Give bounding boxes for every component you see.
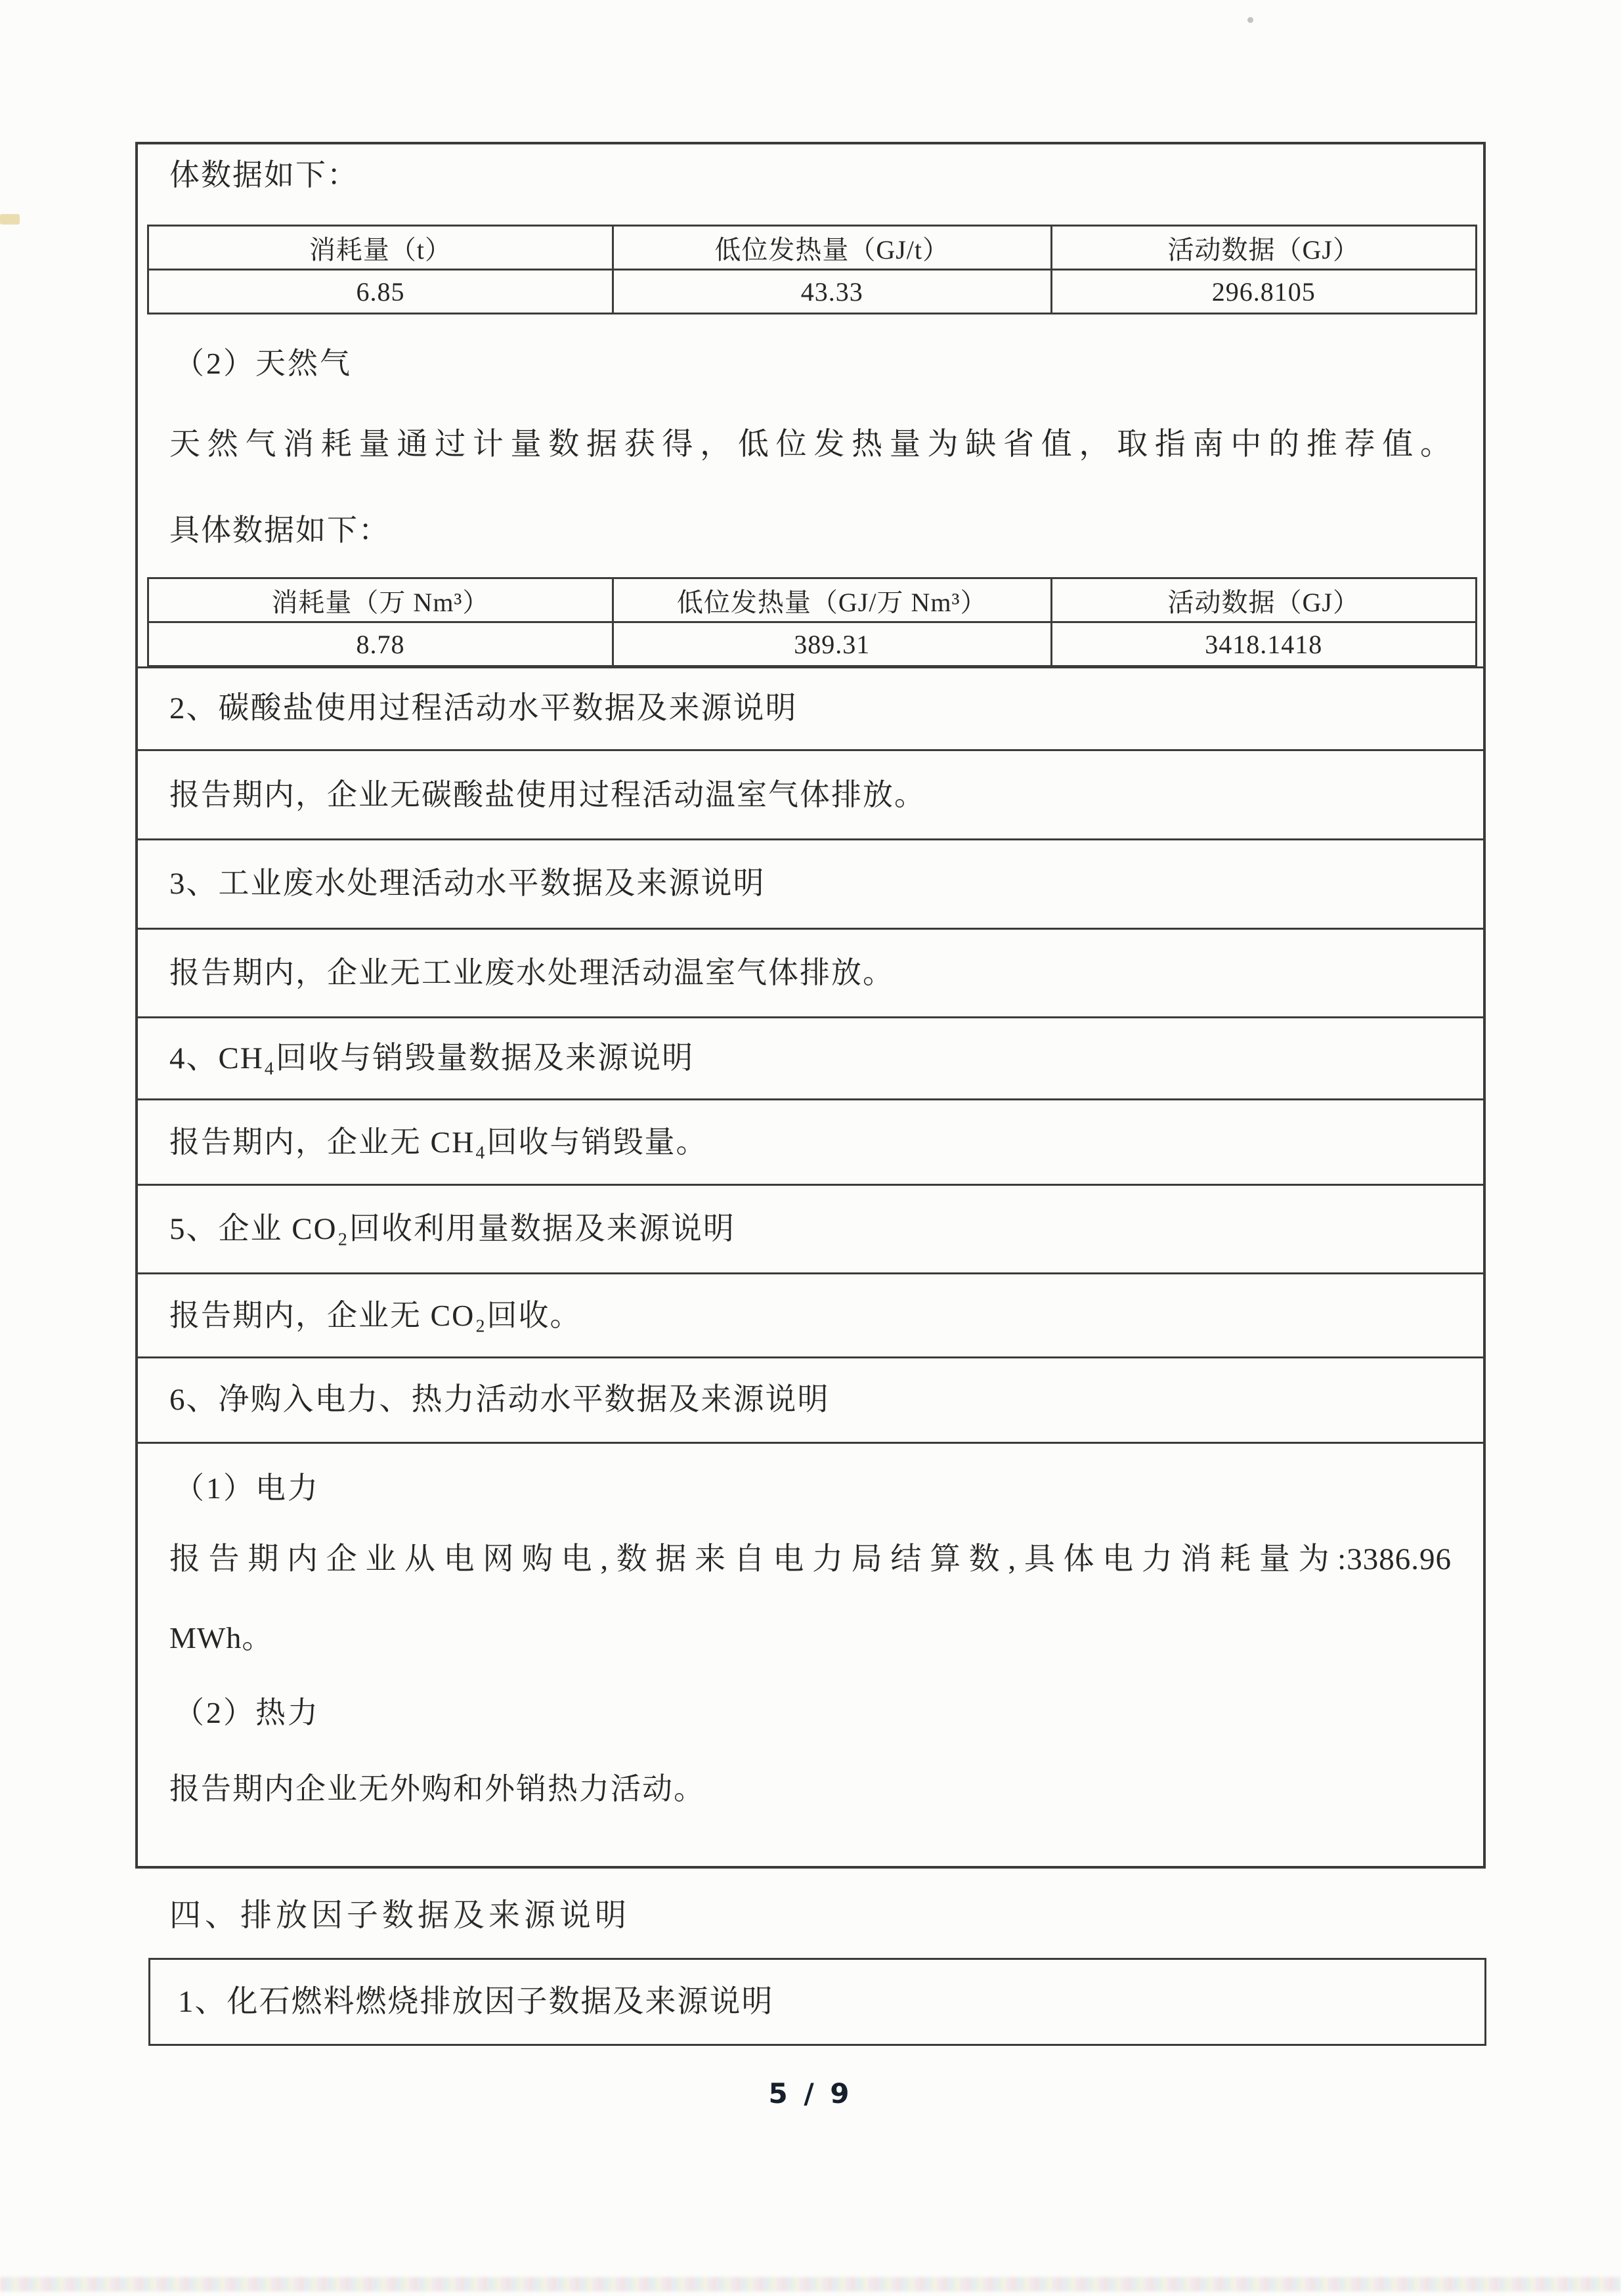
activity-data-header: 活动数据（GJ）: [1051, 226, 1477, 270]
natural-gas-lead-in: 具体数据如下：: [169, 513, 390, 547]
section-5-title: 5、企业 CO₂回收利用量数据及来源说明: [169, 1211, 735, 1246]
section-body-row: [138, 928, 1483, 1016]
consumption-value: 6.85: [148, 270, 613, 314]
table-header-row: [148, 578, 1477, 622]
consumption-header: 消耗量（万 Nm³）: [148, 578, 613, 622]
section-6-title: 6、净购入电力、热力活动水平数据及来源说明: [169, 1383, 830, 1418]
section-title-row: [138, 838, 1483, 928]
section-2-body: 报告期内，企业无碳酸盐使用过程活动温室气体排放。: [169, 777, 926, 812]
activity-data-value: 296.8105: [1051, 270, 1477, 314]
scan-artifact-speck: [1247, 17, 1253, 23]
electricity-paragraph-line2: MWh。: [169, 1621, 273, 1655]
section-title-row: [138, 666, 1483, 749]
heat-subheading: （2）热力: [174, 1696, 320, 1729]
natural-gas-heading: （2）天然气: [174, 347, 352, 380]
scan-artifact-noise-strip: [0, 2277, 1621, 2291]
section-body-row: [138, 749, 1483, 838]
table-header-row: [148, 226, 1477, 270]
activity-data-value: 3418.1418: [1051, 622, 1477, 666]
section-body-row: [138, 1272, 1483, 1356]
continuation-text: 体数据如下：: [169, 158, 358, 192]
heating-value-value: 389.31: [613, 622, 1051, 666]
section-title-row: [138, 1356, 1483, 1442]
section-4-body: 报告期内，企业无 CH₄回收与销毁量。: [169, 1125, 708, 1159]
factor-section-1-title: 1、化石燃料燃烧排放因子数据及来源说明: [178, 1984, 774, 2019]
chapter-4-heading: 四、排放因子数据及来源说明: [169, 1898, 631, 1933]
electricity-paragraph-line1: 报告期内企业从电网购电,数据来自电力局结算数,具体电力消耗量为:3386.96: [169, 1542, 1452, 1576]
page-number: 5 / 9: [768, 2077, 853, 2110]
natural-gas-description: 天然气消耗量通过计量数据获得，低位发热量为缺省值，取指南中的推荐值。: [169, 427, 1452, 462]
consumption-value: 8.78: [148, 622, 613, 666]
scan-artifact-highlight: [0, 214, 20, 225]
electricity-subheading: （1）电力: [174, 1471, 320, 1505]
activity-data-table: [135, 142, 1486, 1869]
section-3-title: 3、工业废水处理活动水平数据及来源说明: [169, 867, 766, 901]
section-title-row: [138, 1016, 1483, 1098]
table-value-row: [148, 270, 1477, 314]
heating-value-header: 低位发热量（GJ/t）: [613, 226, 1051, 270]
table-value-row: [148, 622, 1477, 666]
heating-value-header: 低位发热量（GJ/万 Nm³）: [613, 578, 1051, 622]
section-title-row: [138, 1184, 1483, 1272]
consumption-header: 消耗量（t）: [148, 226, 613, 270]
section-5-body: 报告期内，企业无 CO₂回收。: [169, 1298, 582, 1332]
fuel-data-cell: [138, 144, 1483, 666]
heat-body: 报告期内企业无外购和外销热力活动。: [169, 1772, 705, 1806]
emission-factor-table: [148, 1958, 1486, 2046]
diesel-data-table: [147, 225, 1477, 314]
natural-gas-data-table: [147, 577, 1477, 667]
section-2-title: 2、碳酸盐使用过程活动水平数据及来源说明: [169, 691, 798, 726]
section-4-title: 4、CH₄回收与销毁量数据及来源说明: [169, 1041, 695, 1075]
electricity-heat-cell: [138, 1442, 1483, 1866]
heating-value-value: 43.33: [613, 270, 1051, 314]
section-body-row: [138, 1098, 1483, 1184]
section-3-body: 报告期内，企业无工业废水处理活动温室气体排放。: [169, 956, 894, 990]
activity-data-header: 活动数据（GJ）: [1051, 578, 1477, 622]
